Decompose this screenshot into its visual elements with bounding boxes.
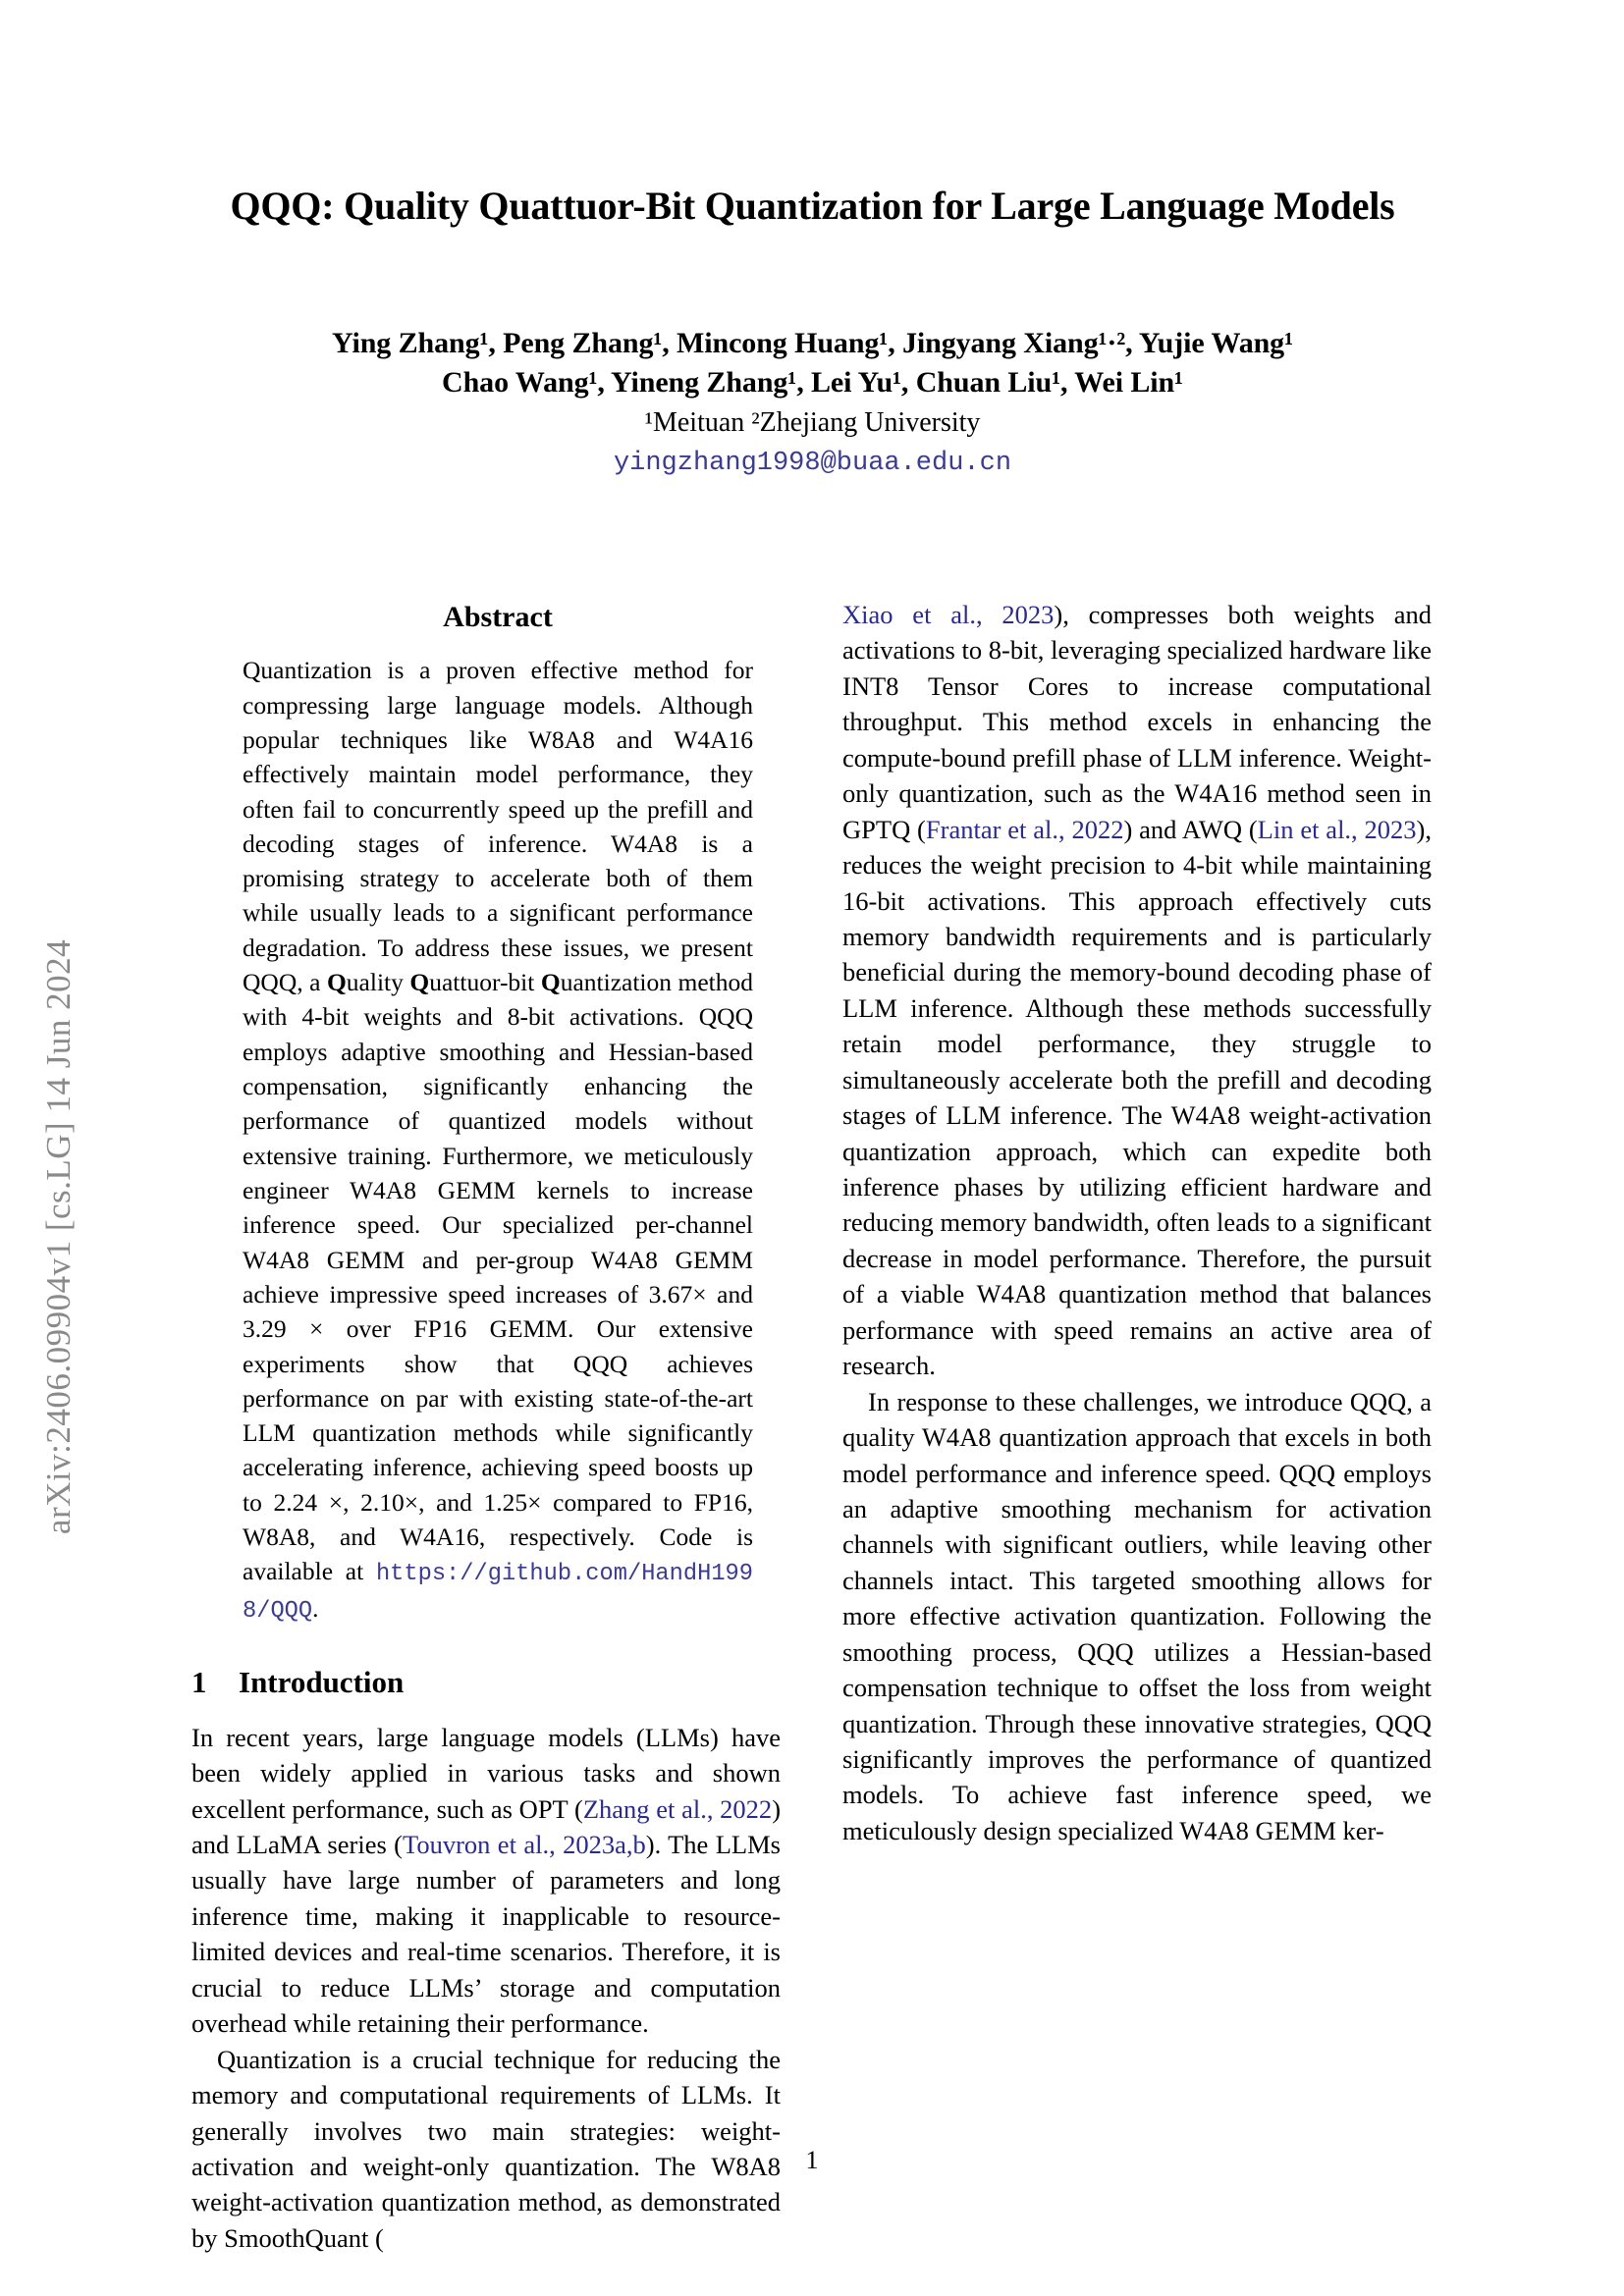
affiliation-line: ¹Meituan ²Zhejiang University xyxy=(644,406,981,438)
intro-p1-text-c: ). The LLMs usually have large number of parameters and long inference time, making it inapplicable to resource-limited devices and real-time scenarios. Therefore, it is crucial to reduce LLMs’ storage and computation overhead while retaining their performance. xyxy=(191,1830,781,2039)
abstract-section xyxy=(243,597,753,1629)
intro-p3-text: In response to these challenges, we introduce QQQ, a quality W4A8 quantization approach that excels in both model performance and inference speed. QQQ employs an adaptive smoothing mechanism for activation channels with significant outliers, while leaving other channels intact. This targeted smoothing allows for more effective activation quantization. Following the smoothing process, QQQ utilizes a Hessian-based compensation technique to offset the loss from weight quantization. Through these innovative strategies, QQQ significantly improves the performance of quantized models. To achieve fast inference speed, we meticulously design specialized W4A8 GEMM ker- xyxy=(842,1386,1432,1845)
abstract-text-end: . xyxy=(312,1594,319,1624)
intro-p2-text-d: ), reduces the weight precision to 4-bit while maintaining 16-bit activations. This approach effectively cuts memory bandwidth requirements and is particularly beneficial during the memory-bound decoding phase of LLM inference. Although these methods successfully retain model performance, they struggle to simultaneously accelerate both the prefill and decoding stages of LLM inference. The W4A8 weight-activation quantization approach, which can expedite both inference phases by utilizing efficient hardware and reducing memory bandwidth, often leads to a significant decrease in model performance. Therefore, the pursuit of a viable W4A8 quantization method that balances performance with speed remains an active area of research. xyxy=(842,814,1432,1381)
section-number: 1 xyxy=(191,1665,207,1700)
abstract-text-part-2: uantization method with 4-bit weights and 8-bit activations. QQQ employs adaptive smoothing and Hessian-based compensation, significantly enhancing the performance of quantized models without extensive training. Furthermore, we meticulously engineer W4A8 GEMM kernels to increase inference speed. Our specialized per-channel W4A8 GEMM and per-group W4A8 GEMM achieve impressive speed increases of 3.67× and 3.29 × over FP16 GEMM. Our extensive experiments show that QQQ achieves performance on par with existing state-of-the-art LLM quantization methods while significantly accelerating inference, achieving speed boosts up to 2.24 ×, 2.10×, and 1.25× compared to FP16, W8A8, and W4A16, respectively. Code is available at xyxy=(243,968,753,1586)
citation-frantar-2022[interactable]: Frantar et al., 2022 xyxy=(925,814,1124,844)
abstract-bold-q-1: Q xyxy=(326,968,347,997)
abstract-text-part-1: Quantization is a proven effective method for compressing large language models. Although popular techniques like W8A8 and W4A16 effectively maintain model performance, they often fail to concurrently speed up the prefill and decoding stages of inference. W4A8 is a promising strategy to accelerate both of them while usually leads to a significant performance degradation. To address these issues, we present QQQ, a xyxy=(243,656,753,997)
citation-xiao-2023[interactable]: Xiao et al., 2023 xyxy=(842,600,1055,629)
author-line-2 xyxy=(191,363,1434,402)
section-heading-introduction xyxy=(191,1662,781,1704)
intro-p2-text-c: ) and AWQ ( xyxy=(1123,814,1258,844)
citation-touvron-2023[interactable]: Touvron et al., 2023a,b xyxy=(403,1830,646,1859)
section-title: Introduction xyxy=(239,1665,405,1700)
left-column xyxy=(191,597,781,2256)
contact-email[interactable]: yingzhang1998@buaa.edu.cn xyxy=(613,449,1012,479)
intro-paragraph-1 xyxy=(191,1720,781,2042)
intro-p2-text-b: ), compresses both weights and activations to 8-bit, leveraging specialized hardware like INT8 Tensor Cores to increase computational throughput. This method excels in enhancing the compute-bound prefill phase of LLM inference. Weight-only quantization, such as the W4A16 method seen in GPTQ ( xyxy=(842,600,1432,844)
page-number: 1 xyxy=(805,2146,819,2174)
intro-p2-text-a: Quantization is a crucial technique for reducing the memory and computational requirements of LLMs. It generally involves two main strategies: weight-activation and weight-only quantization. The W8A8 weight-activation quantization method, as demonstrated by SmoothQuant ( xyxy=(191,2044,781,2253)
intro-p1-text-a: In recent years, large language models (LLMs) have been widely applied in various tasks and shown excellent performance, such as OPT ( xyxy=(191,1722,781,1824)
author-names-row-1: Ying Zhang¹, Peng Zhang¹, Mincong Huang¹, Jingyang Xiang¹·², Yujie Wang¹ xyxy=(332,327,1293,359)
intro-p1-text-b: ) and LLaMA series ( xyxy=(191,1793,782,1859)
right-column xyxy=(842,597,1432,1848)
arxiv-stamp: arXiv:2406.09904v1 [cs.LG] 14 Jun 2024 xyxy=(39,938,78,1535)
author-line-1 xyxy=(191,324,1434,363)
abstract-text-quattuor: uattuor-bit xyxy=(429,968,541,997)
citation-zhang-2022[interactable]: Zhang et al., 2022 xyxy=(582,1793,773,1824)
abstract-text-quality: uality xyxy=(346,968,410,997)
page-title: QQQ: Quality Quattuor-Bit Quantization for Large Language Models xyxy=(230,184,1395,228)
title-block xyxy=(191,182,1434,231)
intro-paragraph-3 xyxy=(842,1384,1432,1849)
code-repository-link[interactable]: https://github.com/HandH1998/QQQ xyxy=(243,1561,753,1626)
abstract-body xyxy=(243,653,753,1629)
abstract-bold-q-2: Q xyxy=(409,968,430,997)
abstract-heading: Abstract xyxy=(443,601,553,633)
abstract-bold-q-3: Q xyxy=(540,968,561,997)
intro-paragraph-2-continued xyxy=(842,597,1432,1384)
citation-lin-2023[interactable]: Lin et al., 2023 xyxy=(1257,814,1417,844)
author-names-row-2: Chao Wang¹, Yineng Zhang¹, Lei Yu¹, Chuan Liu¹, Wei Lin¹ xyxy=(442,365,1183,399)
author-block xyxy=(191,324,1434,505)
